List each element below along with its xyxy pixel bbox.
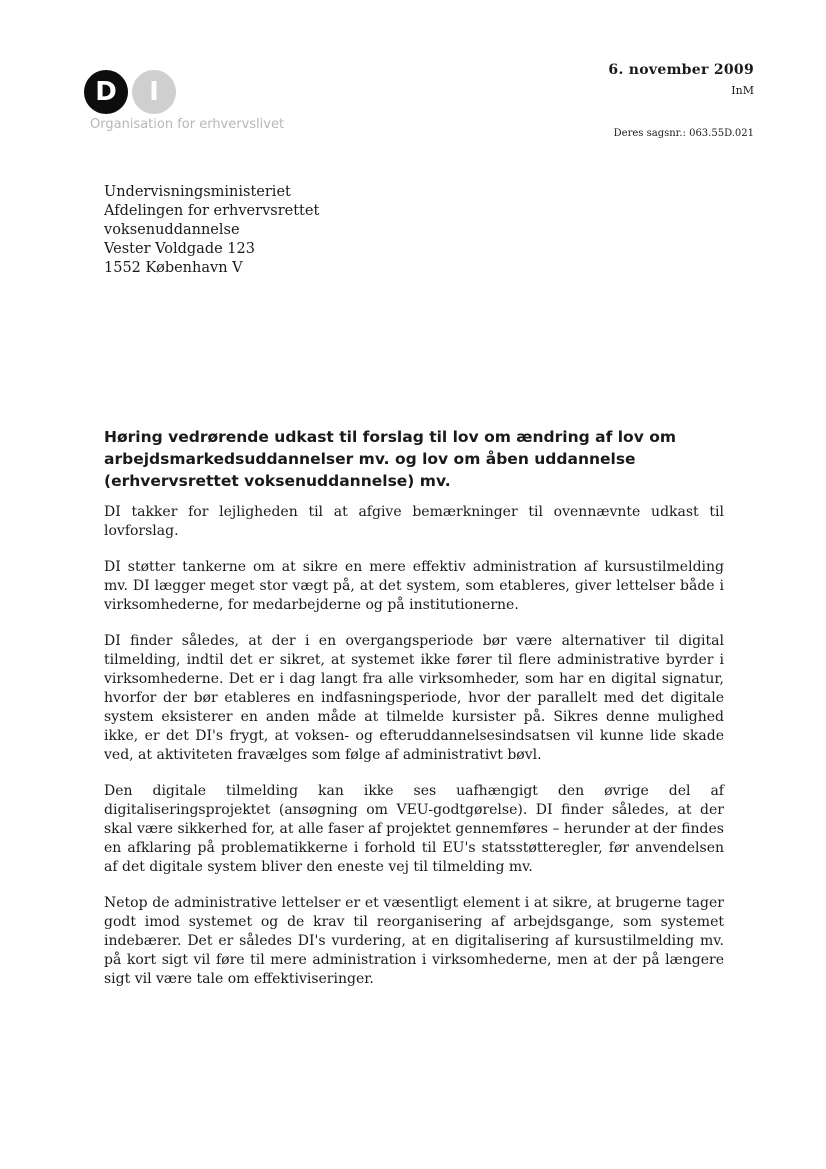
- address-line: Vester Voldgade 123: [104, 241, 255, 257]
- address-line: voksenuddannelse: [104, 222, 240, 238]
- logo-tagline: Organisation for erhvervslivet: [90, 117, 285, 132]
- letter-body: [104, 503, 724, 1006]
- letter-subject: Høring vedrørende udkast til forslag til lov om ændring af lov om arbejdsmarkedsuddannelser mv. og lov om åben uddannelse (erhvervsrettet voksenuddannelse) mv.: [104, 428, 676, 490]
- address-line: Afdelingen for erhvervsrettet: [104, 203, 320, 219]
- address-line: 1552 København V: [104, 260, 243, 276]
- letter-date: 6. november 2009: [608, 62, 754, 78]
- di-logo: [84, 70, 284, 140]
- body-paragraph: DI støtter tankerne om at sikre en mere effektiv administration af kursustilmelding mv. DI lægger meget stor vægt på, at det system, som etableres, giver lettelser både i virksomhederne, for medarbejderne og på institutionerne.: [104, 559, 724, 613]
- body-paragraph: Den digitale tilmelding kan ikke ses uafhængigt den øvrige del af digitaliseringsprojektet (ansøgning om VEU-godtgørelse). DI finder således, at der skal være sikkerhed for, at alle faser af projektet gennemføres – herunder at der findes en afklaring på problematikkerne i forhold til EU's statsstøtteregler, før anvendelsen af det digitale system bliver den eneste vej til tilmelding mv.: [104, 783, 724, 875]
- body-paragraph: Netop de administrative lettelser er et væsentligt element i at sikre, at brugerne tager godt imod systemet og de krav til reorganisering af arbejdsgange, som systemet indebærer. Det er således DI's vurdering, at en digitalisering af kursustilmelding mv. på kort sigt vil føre til mere administration i virksomhederne, men at der på længere sigt vil være tale om effektiviseringer.: [104, 895, 724, 987]
- body-paragraph: DI finder således, at der i en overgangsperiode bør være alternativer til digital tilmelding, indtil det er sikret, at systemet ikke fører til flere administrative byrder i virksomhederne. Det er i dag langt fra alle virksomheder, som har en digital signatur, hvorfor der bør etableres en indfasningsperiode, hvor der parallelt med det digitale system eksisterer en anden måde at tilmelde kursister på. Sikres denne mulighed ikke, er det DI's frygt, at voksen- og efteruddannelsesindsatsen vil kunne lide skade ved, at aktiviteten fravælges som følge af administrativt bøvl.: [104, 633, 724, 763]
- case-reference: Deres sagsnr.: 063.55D.021: [613, 128, 754, 139]
- di-logo-letter-i: I: [149, 77, 159, 107]
- di-logo-letter-d: D: [95, 77, 117, 107]
- body-paragraph: DI takker for lejligheden til at afgive bemærkninger til ovennævnte udkast til lovforslag.: [104, 504, 724, 539]
- di-logo-d-disc: [84, 70, 128, 114]
- di-logo-i-disc: [132, 70, 176, 114]
- address-line: Undervisningsministeriet: [104, 184, 291, 200]
- recipient-address: [104, 183, 319, 278]
- author-initials: InM: [731, 84, 754, 97]
